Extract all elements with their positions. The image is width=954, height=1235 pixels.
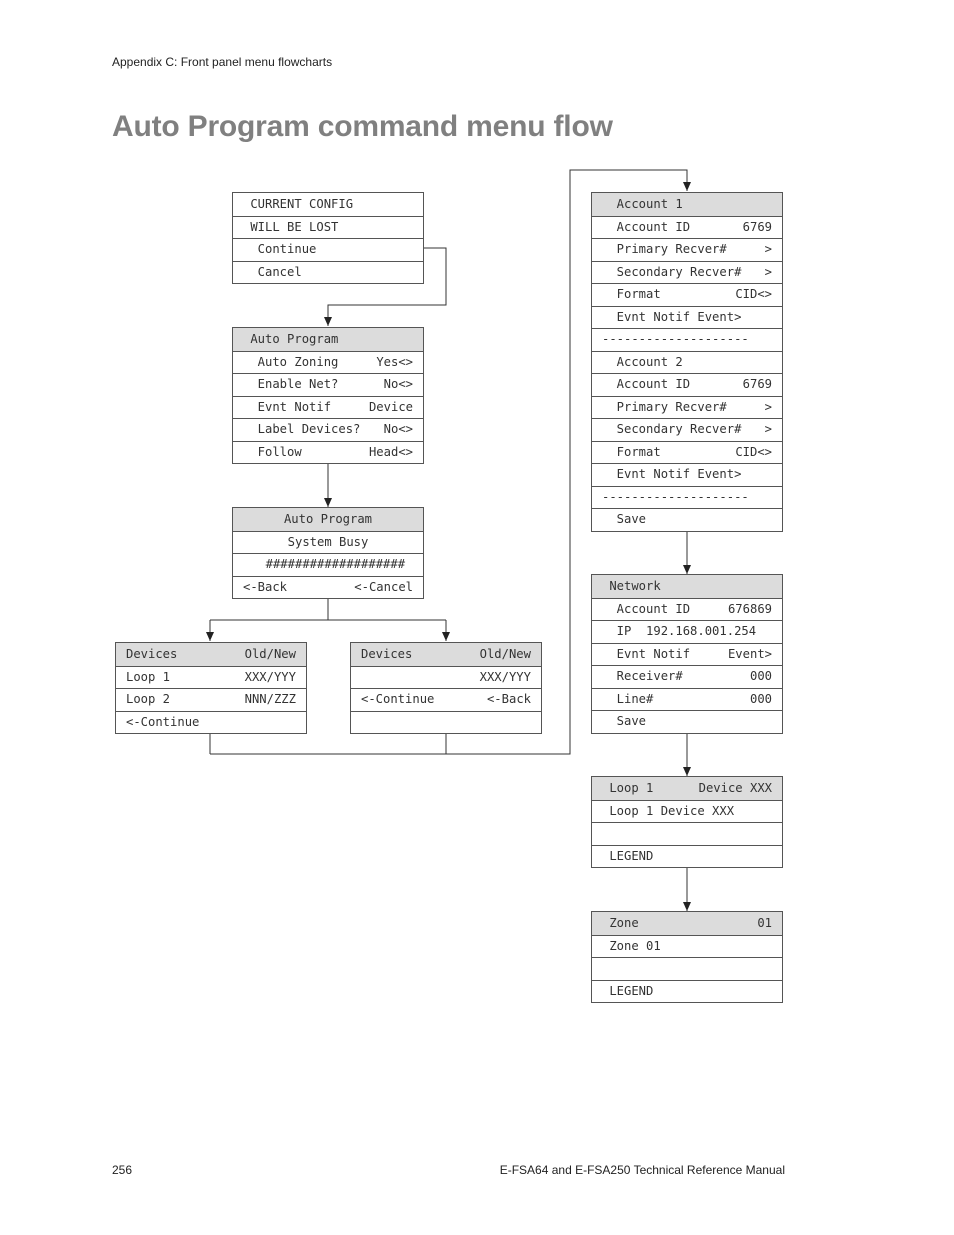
menu-row-label: <-Back bbox=[243, 579, 288, 594]
menu-row-label: Label Devices? bbox=[243, 422, 361, 437]
menu-row-label: Line# bbox=[602, 691, 654, 706]
menu-row-value: 000 bbox=[749, 691, 772, 706]
menu-row bbox=[592, 980, 782, 1003]
current-config-menu bbox=[232, 192, 424, 284]
menu-row bbox=[592, 283, 782, 306]
menu-row-value: Head<> bbox=[368, 444, 413, 459]
menu-row-value: > bbox=[764, 242, 772, 257]
auto-program-menu bbox=[232, 327, 424, 464]
menu-row-label: LEGEND bbox=[602, 848, 654, 863]
menu-row-value: > bbox=[764, 264, 772, 279]
menu-row-label: Auto Program bbox=[243, 331, 339, 346]
menu-row-label: Primary Recver# bbox=[602, 242, 727, 257]
menu-row-value: <-Back bbox=[486, 692, 531, 707]
menu-row bbox=[233, 441, 423, 464]
menu-row-label: Receiver# bbox=[602, 669, 683, 684]
menu-row bbox=[592, 957, 782, 980]
menu-row-label: Evnt Notif bbox=[243, 399, 332, 414]
menu-row-label: Enable Net? bbox=[243, 377, 339, 392]
menu-row bbox=[592, 598, 782, 621]
menu-row bbox=[592, 261, 782, 284]
page-header: Appendix C: Front panel menu flowcharts bbox=[112, 55, 333, 69]
menu-row-value: Old/New bbox=[244, 646, 296, 661]
loop-device-menu bbox=[591, 776, 783, 868]
zone-menu bbox=[591, 911, 783, 1003]
menu-row-label: Loop 1 bbox=[602, 780, 654, 795]
account-menu bbox=[591, 192, 783, 532]
menu-row bbox=[592, 710, 782, 733]
menu-row-label: Loop 1 Device XXX bbox=[602, 803, 735, 818]
menu-row-label: <-Continue bbox=[126, 714, 200, 729]
menu-row bbox=[592, 777, 782, 800]
menu-row-label: Follow bbox=[243, 444, 302, 459]
menu-row-label: Devices bbox=[361, 646, 413, 661]
menu-row-value: Device XXX bbox=[698, 780, 772, 795]
menu-row bbox=[233, 238, 423, 261]
menu-row bbox=[116, 711, 306, 734]
menu-row-value: Yes<> bbox=[376, 354, 413, 369]
menu-row-label: Continue bbox=[243, 242, 317, 257]
menu-row-value: CID<> bbox=[735, 444, 772, 459]
menu-row bbox=[116, 666, 306, 689]
menu-row bbox=[592, 643, 782, 666]
menu-row bbox=[592, 306, 782, 329]
menu-row bbox=[233, 373, 423, 396]
menu-row-label: Save bbox=[602, 714, 647, 729]
menu-row bbox=[233, 553, 423, 576]
footer-manual-title: E-FSA64 and E-FSA250 Technical Reference Manual bbox=[499, 1163, 785, 1177]
devices-menu-2 bbox=[350, 642, 542, 734]
menu-row-label: Loop 2 bbox=[126, 692, 171, 707]
menu-row-label: Secondary Recver# bbox=[602, 422, 742, 437]
menu-row-value: <-Cancel bbox=[354, 579, 413, 594]
menu-row-label: -------------------- bbox=[602, 332, 749, 347]
system-busy-menu bbox=[232, 507, 424, 599]
menu-row-label: Evnt Notif Event> bbox=[602, 309, 742, 324]
menu-row-text: Auto Program bbox=[283, 511, 373, 526]
menu-row-value: > bbox=[764, 399, 772, 414]
menu-row-label: Zone 01 bbox=[602, 938, 661, 953]
menu-row-value: 6769 bbox=[742, 219, 772, 234]
menu-row-label: Format bbox=[602, 287, 661, 302]
menu-row-value: 676869 bbox=[727, 601, 772, 616]
menu-row bbox=[233, 193, 423, 216]
menu-row-value: 000 bbox=[749, 669, 772, 684]
menu-row-value: XXX/YYY bbox=[479, 669, 531, 684]
menu-row bbox=[592, 216, 782, 239]
menu-row-label: LEGEND bbox=[602, 983, 654, 998]
menu-row bbox=[592, 193, 782, 216]
menu-row-text: System Busy bbox=[287, 534, 369, 549]
devices-menu-1 bbox=[115, 642, 307, 734]
network-menu bbox=[591, 574, 783, 734]
menu-row bbox=[233, 576, 423, 599]
menu-row-label: Account 1 bbox=[602, 196, 683, 211]
menu-row-value: XXX/YYY bbox=[244, 669, 296, 684]
footer-page-number: 256 bbox=[112, 1163, 133, 1177]
menu-row-label: Loop 1 bbox=[126, 669, 171, 684]
menu-row-label: Secondary Recver# bbox=[602, 264, 742, 279]
menu-row-label: Primary Recver# bbox=[602, 399, 727, 414]
menu-row-text: ################### bbox=[250, 557, 406, 572]
menu-row-label: Network bbox=[602, 578, 661, 593]
menu-row bbox=[592, 486, 782, 509]
menu-row bbox=[592, 845, 782, 868]
menu-row bbox=[233, 328, 423, 351]
menu-row-label: Account 2 bbox=[602, 354, 683, 369]
menu-row-label: WILL BE LOST bbox=[243, 219, 339, 234]
menu-row-value: No<> bbox=[383, 377, 413, 392]
menu-row bbox=[233, 531, 423, 554]
menu-row bbox=[116, 643, 306, 666]
menu-row bbox=[592, 912, 782, 935]
menu-row bbox=[116, 688, 306, 711]
page-title: Auto Program command menu flow bbox=[112, 110, 613, 143]
menu-row bbox=[592, 508, 782, 531]
menu-row-value: Event> bbox=[727, 646, 772, 661]
menu-row bbox=[233, 508, 423, 531]
menu-row bbox=[592, 238, 782, 261]
menu-row-label: <-Continue bbox=[361, 692, 435, 707]
menu-row bbox=[592, 800, 782, 823]
menu-row bbox=[592, 418, 782, 441]
menu-row-label: Account ID bbox=[602, 219, 691, 234]
menu-row-value: Old/New bbox=[479, 646, 531, 661]
menu-row-value: No<> bbox=[383, 422, 413, 437]
menu-row bbox=[592, 441, 782, 464]
menu-row bbox=[592, 688, 782, 711]
menu-row-value: Device bbox=[368, 399, 413, 414]
menu-row-value: 6769 bbox=[742, 377, 772, 392]
menu-row-label: IP 192.168.001.254 bbox=[602, 624, 757, 639]
menu-row-label: Evnt Notif Event> bbox=[602, 467, 742, 482]
menu-row bbox=[233, 396, 423, 419]
menu-row-label: Zone bbox=[602, 915, 639, 930]
menu-row bbox=[233, 418, 423, 441]
menu-row bbox=[592, 620, 782, 643]
menu-row-value: NNN/ZZZ bbox=[244, 692, 296, 707]
menu-row bbox=[592, 822, 782, 845]
menu-row bbox=[592, 328, 782, 351]
menu-row-label: Account ID bbox=[602, 377, 691, 392]
menu-row bbox=[592, 935, 782, 958]
menu-row-label: CURRENT CONFIG bbox=[243, 196, 354, 211]
menu-row bbox=[592, 463, 782, 486]
menu-row bbox=[351, 711, 541, 734]
menu-row-label: Save bbox=[602, 512, 647, 527]
menu-row bbox=[233, 216, 423, 239]
menu-row bbox=[351, 643, 541, 666]
menu-row bbox=[351, 666, 541, 689]
menu-row bbox=[592, 373, 782, 396]
menu-row-label: Evnt Notif bbox=[602, 646, 691, 661]
menu-row-value: CID<> bbox=[735, 287, 772, 302]
menu-row bbox=[592, 665, 782, 688]
menu-row-label: Cancel bbox=[243, 264, 302, 279]
menu-row bbox=[233, 261, 423, 284]
menu-row-label: -------------------- bbox=[602, 489, 749, 504]
menu-row bbox=[592, 396, 782, 419]
menu-row bbox=[351, 688, 541, 711]
menu-row bbox=[592, 575, 782, 598]
menu-row-label: Auto Zoning bbox=[243, 354, 339, 369]
menu-row-label: Devices bbox=[126, 646, 178, 661]
menu-row bbox=[592, 351, 782, 374]
menu-row-value: 01 bbox=[757, 915, 772, 930]
menu-row-label: Format bbox=[602, 444, 661, 459]
menu-row-value: > bbox=[764, 422, 772, 437]
menu-row-label: Account ID bbox=[602, 601, 691, 616]
menu-row bbox=[233, 351, 423, 374]
